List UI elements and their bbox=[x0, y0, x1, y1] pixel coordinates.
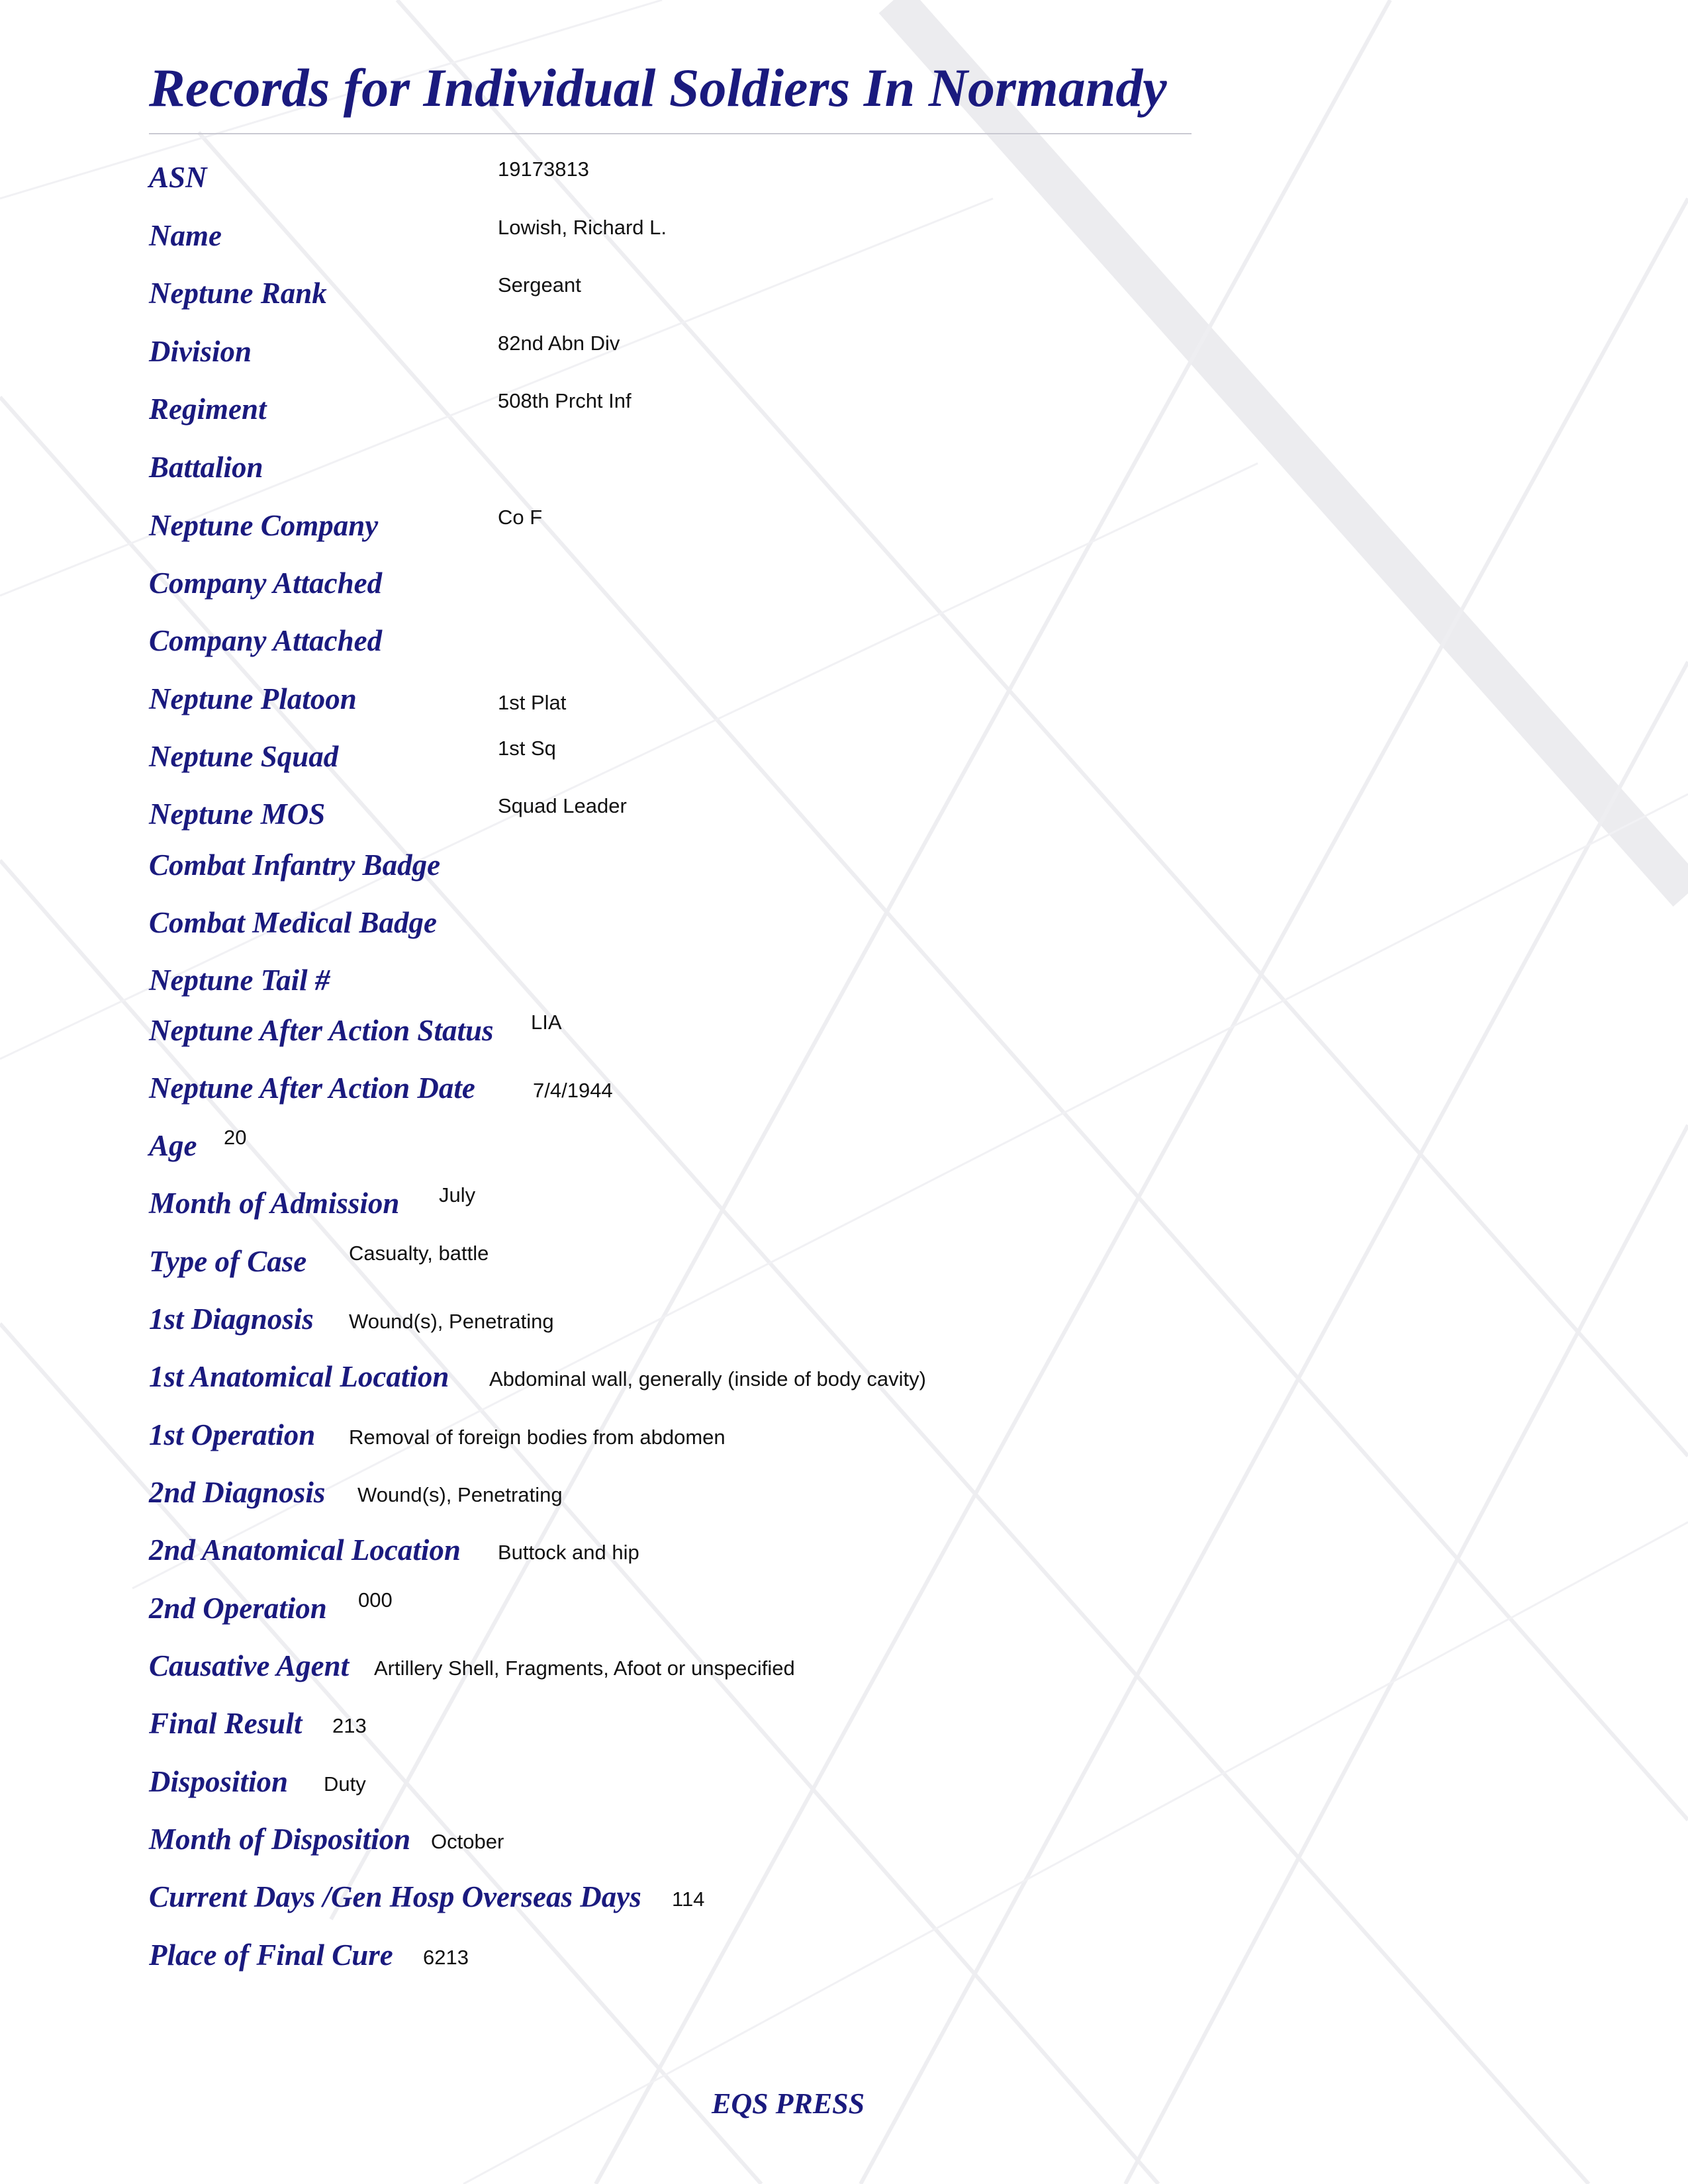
field-value: Buttock and hip bbox=[498, 1541, 639, 1564]
field-label: ASN bbox=[149, 161, 207, 194]
field-value: Squad Leader bbox=[498, 794, 627, 817]
field-value: Wound(s), Penetrating bbox=[357, 1483, 563, 1506]
field-label: Neptune Squad bbox=[149, 740, 339, 773]
field-value: 114 bbox=[672, 1888, 705, 1911]
field-label: Company Attached bbox=[149, 624, 383, 657]
field-value: Wound(s), Penetrating bbox=[349, 1310, 554, 1333]
field-value: Lowish, Richard L. bbox=[498, 216, 667, 239]
field-label: Company Attached bbox=[149, 567, 383, 600]
field-label: Neptune MOS bbox=[149, 797, 326, 831]
field-label: 1st Anatomical Location bbox=[149, 1360, 449, 1393]
field-value: July bbox=[439, 1183, 476, 1206]
field-value: 1st Plat bbox=[498, 691, 567, 714]
field-value: Co F bbox=[498, 506, 543, 529]
field-label: Place of Final Cure bbox=[149, 1938, 393, 1972]
field-label: Causative Agent bbox=[149, 1649, 350, 1682]
field-label: Neptune Rank bbox=[149, 277, 327, 310]
field-label: Combat Infantry Badge bbox=[149, 848, 441, 882]
field-label: Division bbox=[149, 335, 252, 368]
field-value: 19173813 bbox=[498, 158, 589, 181]
field-value: Artillery Shell, Fragments, Afoot or unspecified bbox=[374, 1657, 795, 1680]
field-label: Combat Medical Badge bbox=[149, 906, 437, 939]
field-value: 1st Sq bbox=[498, 737, 556, 760]
field-label: Neptune Platoon bbox=[149, 682, 357, 715]
field-label: Name bbox=[149, 219, 222, 252]
field-label: 1st Diagnosis bbox=[149, 1302, 314, 1336]
field-label: 1st Operation bbox=[149, 1418, 316, 1451]
field-label: Neptune Company bbox=[149, 509, 379, 542]
field-value: LIA bbox=[531, 1011, 562, 1034]
field-label: 2nd Operation bbox=[149, 1592, 327, 1625]
field-label: Battalion bbox=[149, 451, 263, 484]
field-label: Month of Admission bbox=[149, 1187, 400, 1220]
field-value: 508th Prcht Inf bbox=[498, 389, 632, 412]
field-label: Neptune After Action Status bbox=[149, 1014, 494, 1047]
field-value: 6213 bbox=[423, 1946, 469, 1969]
field-label: Month of Disposition bbox=[149, 1823, 411, 1856]
field-value: Sergeant bbox=[498, 273, 581, 296]
field-value: Abdominal wall, generally (inside of body cavity) bbox=[489, 1367, 926, 1390]
field-label: Neptune After Action Date bbox=[149, 1071, 475, 1105]
field-label: 2nd Anatomical Location bbox=[149, 1533, 461, 1567]
publisher-footer: EQS PRESS bbox=[712, 2087, 865, 2120]
field-value: Removal of foreign bodies from abdomen bbox=[349, 1426, 726, 1449]
field-label: Age bbox=[149, 1129, 197, 1162]
field-value: 000 bbox=[358, 1588, 393, 1612]
field-label: 2nd Diagnosis bbox=[149, 1476, 326, 1509]
field-value: October bbox=[431, 1830, 504, 1853]
field-label: Disposition bbox=[149, 1765, 289, 1798]
field-value: 213 bbox=[332, 1714, 367, 1737]
field-label: Neptune Tail # bbox=[149, 964, 330, 997]
field-label: Final Result bbox=[149, 1707, 303, 1740]
field-value: 82nd Abn Div bbox=[498, 332, 620, 355]
field-label: Regiment bbox=[149, 392, 267, 426]
field-label: Type of Case bbox=[149, 1245, 307, 1278]
title-divider bbox=[149, 133, 1192, 134]
field-value: Casualty, battle bbox=[349, 1242, 489, 1265]
field-value: 20 bbox=[224, 1126, 247, 1149]
field-value: 7/4/1944 bbox=[533, 1079, 613, 1102]
field-label: Current Days /Gen Hosp Overseas Days bbox=[149, 1880, 641, 1913]
page-title: Records for Individual Soldiers In Normandy bbox=[149, 58, 1167, 118]
field-value: Duty bbox=[324, 1772, 366, 1796]
